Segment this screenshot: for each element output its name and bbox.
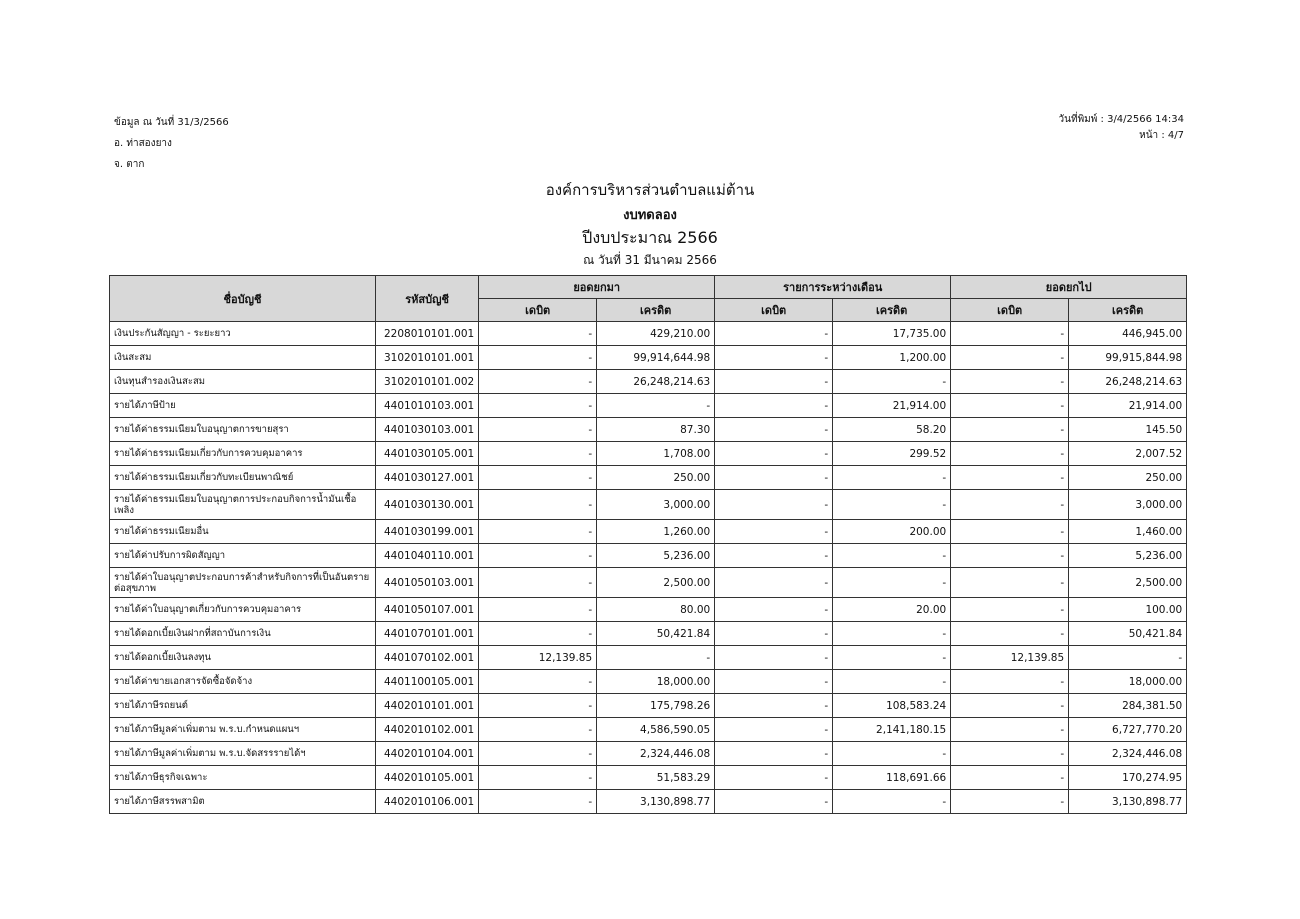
table-row [110, 718, 1187, 742]
carried-debit-cell: 12,139.85 [951, 646, 1069, 670]
account-code-cell: 4402010101.001 [376, 694, 479, 718]
table-row [110, 394, 1187, 418]
account-code-cell: 4401100105.001 [376, 670, 479, 694]
month-credit-cell: 118,691.66 [833, 766, 951, 790]
as-of-date: ณ วันที่ 31 มีนาคม 2566 [583, 253, 717, 267]
table-row [110, 346, 1187, 370]
brought-debit-cell: - [479, 790, 597, 814]
account-code-cell: 2208010101.001 [376, 322, 479, 346]
brought-credit-cell: 51,583.29 [597, 766, 715, 790]
account-code-cell: 4401010103.001 [376, 394, 479, 418]
month-credit-cell: - [833, 568, 951, 598]
carried-debit-cell: - [951, 394, 1069, 418]
carried-debit-cell: - [951, 544, 1069, 568]
table-row [110, 790, 1187, 814]
month-debit-cell: - [715, 418, 833, 442]
carried-credit-cell: 100.00 [1069, 598, 1187, 622]
month-credit-cell: - [833, 742, 951, 766]
table-row [110, 598, 1187, 622]
brought-credit-cell: 99,914,644.98 [597, 346, 715, 370]
brought-debit-cell: - [479, 766, 597, 790]
table-row [110, 466, 1187, 490]
account-name-cell: รายได้ภาษีมูลค่าเพิ่มตาม พ.ร.บ.กำหนดแผนฯ [110, 718, 376, 742]
brought-debit-cell: - [479, 418, 597, 442]
account-name-cell: เงินประกันสัญญา - ระยะยาว [110, 322, 376, 346]
table-row [110, 766, 1187, 790]
carried-debit-cell: - [951, 742, 1069, 766]
district: อ. ท่าสองยาง [114, 138, 172, 149]
data-date: ข้อมูล ณ วันที่ 31/3/2566 [114, 117, 229, 128]
page-number: หน้า : 4/7 [1139, 130, 1184, 141]
brought-credit-cell: 2,500.00 [597, 568, 715, 598]
carried-debit-cell: - [951, 622, 1069, 646]
carried-credit-cell: 21,914.00 [1069, 394, 1187, 418]
carried-credit-cell: 250.00 [1069, 466, 1187, 490]
month-credit-cell: 20.00 [833, 598, 951, 622]
table-row [110, 370, 1187, 394]
carried-debit-cell: - [951, 598, 1069, 622]
brought-credit-cell: 18,000.00 [597, 670, 715, 694]
account-name-cell: รายได้ค่าธรรมเนียมเกี่ยวกับการควบคุมอาคาร [110, 442, 376, 466]
account-code-cell: 4401030127.001 [376, 466, 479, 490]
brought-credit-cell: 5,236.00 [597, 544, 715, 568]
carried-debit-cell: - [951, 442, 1069, 466]
table-row [110, 442, 1187, 466]
carried-credit-cell: 145.50 [1069, 418, 1187, 442]
month-debit-cell: - [715, 394, 833, 418]
account-name-cell: รายได้ค่าใบอนุญาตประกอบการค้าสำหรับกิจการที่เป็นอันตรายต่อสุขภาพ [110, 568, 376, 598]
month-credit-cell: - [833, 670, 951, 694]
carried-credit-cell: 99,915,844.98 [1069, 346, 1187, 370]
account-code-cell: 4401070102.001 [376, 646, 479, 670]
brought-debit-cell: - [479, 442, 597, 466]
month-credit-cell: 21,914.00 [833, 394, 951, 418]
carried-debit-cell: - [951, 418, 1069, 442]
carried-debit-cell: - [951, 520, 1069, 544]
table-row [110, 694, 1187, 718]
month-debit-cell: - [715, 790, 833, 814]
brought-credit-cell: 26,248,214.63 [597, 370, 715, 394]
table-row [110, 622, 1187, 646]
brought-credit-cell: 87.30 [597, 418, 715, 442]
brought-debit-cell: - [479, 568, 597, 598]
brought-credit-cell: 80.00 [597, 598, 715, 622]
carried-debit-cell: - [951, 346, 1069, 370]
carried-credit-cell: 26,248,214.63 [1069, 370, 1187, 394]
account-name-cell: รายได้ค่าใบอนุญาตเกี่ยวกับการควบคุมอาคาร [110, 598, 376, 622]
brought-debit-cell: - [479, 346, 597, 370]
account-name-cell: รายได้ภาษีธุรกิจเฉพาะ [110, 766, 376, 790]
brought-debit-cell: 12,139.85 [479, 646, 597, 670]
brought-credit-cell: 1,708.00 [597, 442, 715, 466]
account-code-cell: 4402010104.001 [376, 742, 479, 766]
account-code-cell: 4401050107.001 [376, 598, 479, 622]
account-code-cell: 4401030130.001 [376, 490, 479, 520]
account-code-cell: 4402010105.001 [376, 766, 479, 790]
brought-debit-cell: - [479, 394, 597, 418]
brought-debit-cell: - [479, 694, 597, 718]
month-debit-cell: - [715, 370, 833, 394]
month-credit-cell: - [833, 490, 951, 520]
brought-debit-cell: - [479, 466, 597, 490]
brought-credit-cell: 175,798.26 [597, 694, 715, 718]
account-name-cell: รายได้ภาษีรถยนต์ [110, 694, 376, 718]
carried-credit-cell: 18,000.00 [1069, 670, 1187, 694]
month-debit-cell: - [715, 766, 833, 790]
account-name-cell: รายได้ค่าธรรมเนียมใบอนุญาตการประกอบกิจการน้ำมันเชื้อเพลิง [110, 490, 376, 520]
carried-credit-cell: 3,000.00 [1069, 490, 1187, 520]
account-name-cell: รายได้ค่าธรรมเนียมเกี่ยวกับทะเบียนพาณิชย์ [110, 466, 376, 490]
brought-debit-cell: - [479, 490, 597, 520]
table-row [110, 646, 1187, 670]
carried-credit-cell: 2,007.52 [1069, 442, 1187, 466]
group-header-carried-forward: ยอดยกไป [951, 276, 1187, 299]
table-body [110, 322, 1187, 814]
column-header-account-name: ชื่อบัญชี [110, 276, 376, 322]
month-debit-cell: - [715, 322, 833, 346]
month-debit-cell: - [715, 598, 833, 622]
fiscal-year-title: ปีงบประมาณ 2566 [582, 228, 718, 247]
carried-debit-cell: - [951, 718, 1069, 742]
column-header-debit: เดบิต [715, 299, 833, 322]
column-header-credit: เครดิต [833, 299, 951, 322]
table-row [110, 670, 1187, 694]
brought-credit-cell: 4,586,590.05 [597, 718, 715, 742]
table-row [110, 568, 1187, 598]
account-name-cell: รายได้ดอกเบี้ยเงินฝากที่สถาบันการเงิน [110, 622, 376, 646]
month-credit-cell: - [833, 646, 951, 670]
month-credit-cell: - [833, 466, 951, 490]
brought-debit-cell: - [479, 742, 597, 766]
account-code-cell: 3102010101.001 [376, 346, 479, 370]
brought-credit-cell: 1,260.00 [597, 520, 715, 544]
brought-credit-cell: - [597, 394, 715, 418]
carried-credit-cell: 284,381.50 [1069, 694, 1187, 718]
account-name-cell: รายได้ภาษีป้าย [110, 394, 376, 418]
month-credit-cell: 17,735.00 [833, 322, 951, 346]
table-row [110, 322, 1187, 346]
account-code-cell: 4401030105.001 [376, 442, 479, 466]
account-name-cell: เงินทุนสำรองเงินสะสม [110, 370, 376, 394]
account-code-cell: 4402010106.001 [376, 790, 479, 814]
carried-credit-cell: 446,945.00 [1069, 322, 1187, 346]
account-name-cell: รายได้ภาษีสรรพสามิต [110, 790, 376, 814]
account-name-cell: รายได้ค่าธรรมเนียมอื่น [110, 520, 376, 544]
table-row [110, 418, 1187, 442]
group-header-month-transactions: รายการระหว่างเดือน [715, 276, 951, 299]
brought-debit-cell: - [479, 622, 597, 646]
month-credit-cell: 58.20 [833, 418, 951, 442]
brought-credit-cell: 429,210.00 [597, 322, 715, 346]
month-debit-cell: - [715, 520, 833, 544]
month-debit-cell: - [715, 568, 833, 598]
brought-debit-cell: - [479, 718, 597, 742]
brought-debit-cell: - [479, 670, 597, 694]
carried-debit-cell: - [951, 568, 1069, 598]
table-row [110, 490, 1187, 520]
table-row [110, 520, 1187, 544]
carried-credit-cell: 50,421.84 [1069, 622, 1187, 646]
month-credit-cell: 1,200.00 [833, 346, 951, 370]
column-header-credit: เครดิต [597, 299, 715, 322]
carried-debit-cell: - [951, 790, 1069, 814]
month-credit-cell: - [833, 370, 951, 394]
carried-credit-cell: 170,274.95 [1069, 766, 1187, 790]
carried-debit-cell: - [951, 694, 1069, 718]
report-meta-right [1059, 112, 1184, 144]
column-header-debit: เดบิต [479, 299, 597, 322]
column-header-credit: เครดิต [1069, 299, 1187, 322]
carried-debit-cell: - [951, 370, 1069, 394]
carried-credit-cell: 2,324,446.08 [1069, 742, 1187, 766]
province: จ. ตาก [114, 159, 145, 170]
brought-credit-cell: 3,130,898.77 [597, 790, 715, 814]
month-debit-cell: - [715, 466, 833, 490]
table-row [110, 544, 1187, 568]
account-name-cell: เงินสะสม [110, 346, 376, 370]
month-debit-cell: - [715, 646, 833, 670]
month-credit-cell: 2,141,180.15 [833, 718, 951, 742]
brought-debit-cell: - [479, 520, 597, 544]
trial-balance-table [109, 275, 1187, 814]
brought-debit-cell: - [479, 598, 597, 622]
column-header-account-code: รหัสบัญชี [376, 276, 479, 322]
month-credit-cell: 200.00 [833, 520, 951, 544]
month-debit-cell: - [715, 670, 833, 694]
account-code-cell: 4401030199.001 [376, 520, 479, 544]
month-debit-cell: - [715, 694, 833, 718]
report-title: งบทดลอง [623, 208, 677, 223]
column-header-debit: เดบิต [951, 299, 1069, 322]
account-code-cell: 3102010101.002 [376, 370, 479, 394]
brought-credit-cell: 3,000.00 [597, 490, 715, 520]
carried-debit-cell: - [951, 670, 1069, 694]
month-credit-cell: 108,583.24 [833, 694, 951, 718]
brought-debit-cell: - [479, 544, 597, 568]
month-debit-cell: - [715, 742, 833, 766]
carried-debit-cell: - [951, 766, 1069, 790]
month-debit-cell: - [715, 622, 833, 646]
carried-debit-cell: - [951, 466, 1069, 490]
carried-credit-cell: - [1069, 646, 1187, 670]
month-debit-cell: - [715, 718, 833, 742]
brought-credit-cell: 50,421.84 [597, 622, 715, 646]
account-name-cell: รายได้ดอกเบี้ยเงินลงทุน [110, 646, 376, 670]
account-code-cell: 4401070101.001 [376, 622, 479, 646]
month-debit-cell: - [715, 490, 833, 520]
month-debit-cell: - [715, 346, 833, 370]
carried-credit-cell: 2,500.00 [1069, 568, 1187, 598]
account-name-cell: รายได้ค่าธรรมเนียมใบอนุญาตการขายสุรา [110, 418, 376, 442]
account-code-cell: 4401050103.001 [376, 568, 479, 598]
month-debit-cell: - [715, 544, 833, 568]
carried-credit-cell: 3,130,898.77 [1069, 790, 1187, 814]
report-meta-left [114, 112, 229, 175]
carried-credit-cell: 6,727,770.20 [1069, 718, 1187, 742]
brought-debit-cell: - [479, 370, 597, 394]
brought-credit-cell: - [597, 646, 715, 670]
month-credit-cell: - [833, 544, 951, 568]
organization-title: องค์การบริหารส่วนตำบลแม่ต้าน [545, 181, 755, 199]
carried-credit-cell: 5,236.00 [1069, 544, 1187, 568]
account-code-cell: 4401030103.001 [376, 418, 479, 442]
brought-credit-cell: 2,324,446.08 [597, 742, 715, 766]
month-credit-cell: 299.52 [833, 442, 951, 466]
month-debit-cell: - [715, 442, 833, 466]
carried-credit-cell: 1,460.00 [1069, 520, 1187, 544]
account-code-cell: 4401040110.001 [376, 544, 479, 568]
table-row [110, 742, 1187, 766]
brought-debit-cell: - [479, 322, 597, 346]
account-code-cell: 4402010102.001 [376, 718, 479, 742]
brought-credit-cell: 250.00 [597, 466, 715, 490]
account-name-cell: รายได้ค่าขายเอกสารจัดซื้อจัดจ้าง [110, 670, 376, 694]
month-credit-cell: - [833, 790, 951, 814]
month-credit-cell: - [833, 622, 951, 646]
print-date: วันที่พิมพ์ : 3/4/2566 14:34 [1058, 114, 1184, 125]
account-name-cell: รายได้ค่าปรับการผิดสัญญา [110, 544, 376, 568]
carried-debit-cell: - [951, 322, 1069, 346]
carried-debit-cell: - [951, 490, 1069, 520]
group-header-brought-forward: ยอดยกมา [479, 276, 715, 299]
account-name-cell: รายได้ภาษีมูลค่าเพิ่มตาม พ.ร.บ.จัดสรรรายได้ฯ [110, 742, 376, 766]
